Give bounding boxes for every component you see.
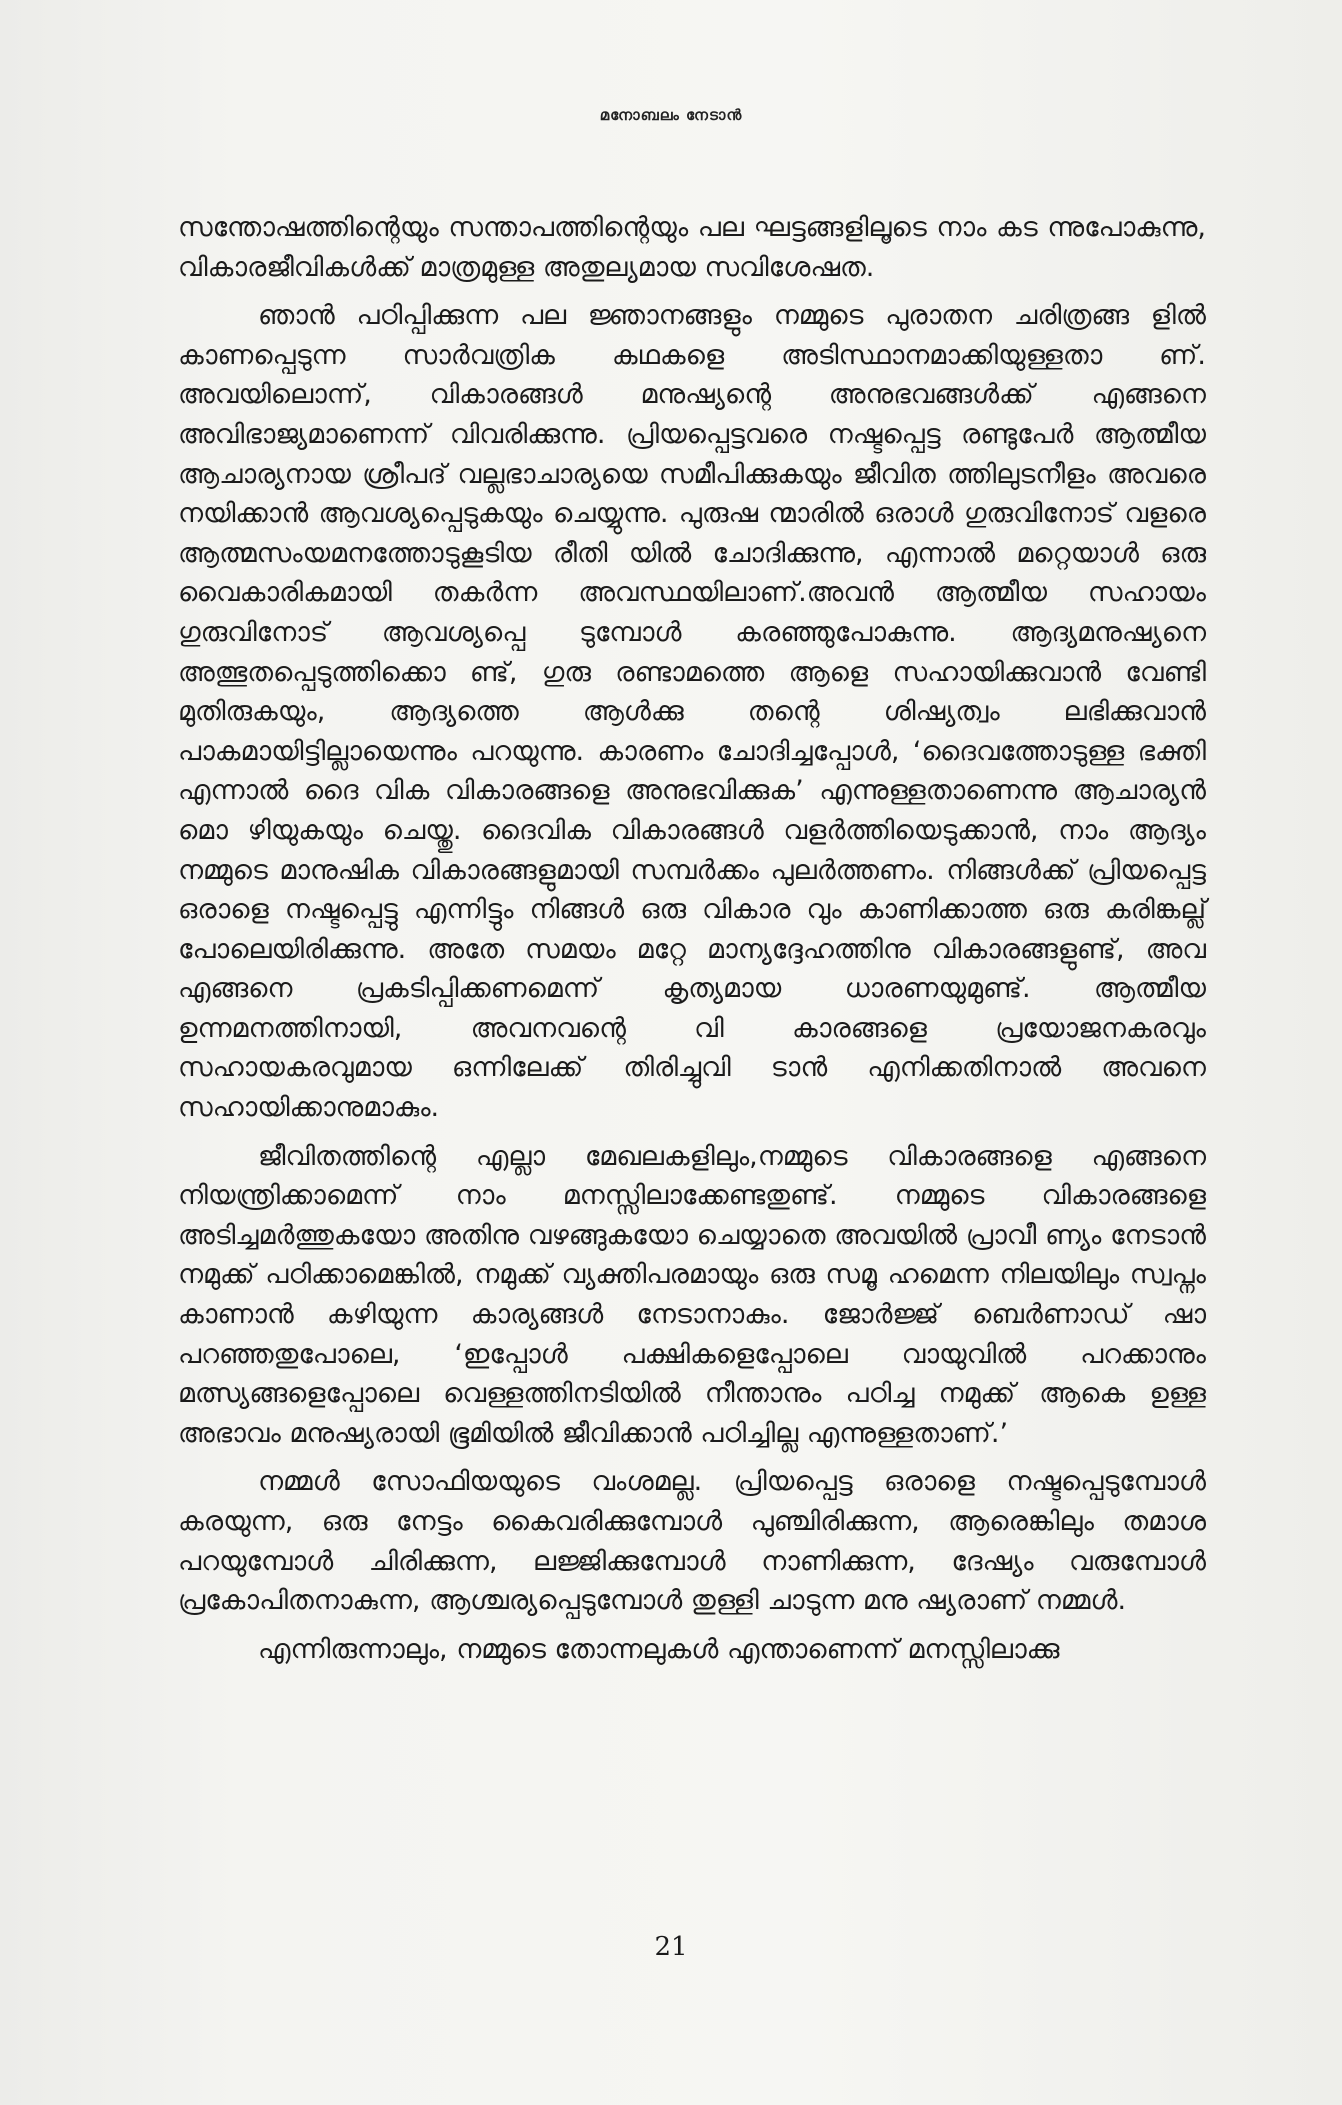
paragraph-2: ഞാൻ പഠിപ്പിക്കുന്ന പല ജ്ഞാനങ്ങളും നമ്മുടെ പുരാതന ചരിത്രങ്ങ ളിൽ കാണപ്പെടുന്ന സാർവത്രിക കഥകളെ അടിസ്ഥാനമാക്കിയുള്ളതാ ണ്. അവയിലൊന്ന്, വികാരങ്ങൾ മനുഷ്യന്റെ അനുഭവങ്ങൾക്ക് എങ്ങനെ അവിഭാജ്യമാണെന്ന് വിവരിക്കുന്നു. പ്രിയപ്പെട്ടവരെ നഷ്ടപ്പെട്ട രണ്ടുപേർ ആത്മീയ ആചാര്യനായ ശ്രീപദ് വല്ലഭാചാര്യയെ സമീപിക്കുകയും ജീവിത ത്തിലുടനീളം അവരെ നയിക്കാൻ ആവശ്യപ്പെടുകയും ചെയ്യുന്നു. പുരുഷ ന്മാരിൽ ഒരാൾ ഗുരുവിനോട് വളരെ ആത്മസംയമനത്തോടുകൂടിയ രീതി യിൽ ചോദിക്കുന്നു, എന്നാൽ മറ്റെയാൾ ഒരു വൈകാരികമായി തകർന്ന അവസ്ഥയിലാണ്.അവൻ ആത്മീയ സഹായം ഗുരുവിനോട് ആവശ്യപ്പെ ടുമ്പോൾ കരഞ്ഞുപോകുന്നു. ആദ്യമനുഷ്യനെ അത്ഭുതപ്പെടുത്തിക്കൊ ണ്ട്, ഗുരു രണ്ടാമത്തെ ആളെ സഹായിക്കുവാൻ വേണ്ടി മുതിരുകയും, ആദ്യത്തെ ആൾക്കു തന്റെ ശിഷ്യത്വം ലഭിക്കുവാൻ പാകമായിട്ടില്ലായെന്നും പറയുന്നു. കാരണം ചോദിച്ചപ്പോൾ, ‘ദൈവത്തോടുള്ള ഭക്തി എന്നാൽ ദൈ വിക വികാരങ്ങളെ അനുഭവിക്കുക’ എന്നുള്ളതാണെന്നു ആചാര്യൻ മൊ ഴിയുകയും ചെയ്തു. ദൈവിക വികാരങ്ങൾ വളർത്തിയെടുക്കാൻ, നാം ആദ്യം നമ്മുടെ മാനുഷിക വികാരങ്ങളുമായി സമ്പർക്കം പുലർത്തണം. നിങ്ങൾക്ക് പ്രിയപ്പെട്ട ഒരാളെ നഷ്ടപ്പെട്ടു എന്നിട്ടും നിങ്ങൾ ഒരു വികാര വും കാണിക്കാത്ത ഒരു കരിങ്കല്ല് പോലെയിരിക്കുന്നു. അതേ സമയം മറ്റേ മാന്യദ്ദേഹത്തിനു വികാരങ്ങളുണ്ട്, അവ എങ്ങനെ പ്രകടിപ്പിക്കണമെന്ന് കൃത്യമായ ധാരണയുമുണ്ട്. ആത്മീയ ഉന്നമനത്തിനായി, അവനവന്റെ വി കാരങ്ങളെ പ്രയോജനകരവും സഹായകരവുമായ ഒന്നിലേക്ക് തിരിച്ചുവി ടാൻ എനിക്കതിനാൽ അവനെ സഹായിക്കാനുമാകും. [178,300,1206,1124]
paragraph-1: സന്തോഷത്തിന്റെയും സന്താപത്തിന്റെയും പല ഘട്ടങ്ങളിലൂടെ നാം കട ന്നുപോകുന്നു, വികാരജീവികൾക്ക് മാത്രമുള്ള അതുല്യമായ സവിശേഷത. [178,212,1206,283]
paragraph-4: നമ്മൾ സോഫിയയുടെ വംശമല്ല. പ്രിയപ്പെട്ട ഒരാളെ നഷ്ടപ്പെടുമ്പോൾ കരയുന്ന, ഒരു നേട്ടം കൈവരിക്കുമ്പോൾ പുഞ്ചിരിക്കുന്ന, ആരെങ്കിലും തമാശ പറയുമ്പോൾ ചിരിക്കുന്ന, ലജ്ജിക്കുമ്പോൾ നാണിക്കുന്ന, ദേഷ്യം വരുമ്പോൾ പ്രകോപിതനാകുന്ന, ആശ്ചര്യപ്പെടുമ്പോൾ തുള്ളി ചാടുന്ന മനു ഷ്യരാണ് നമ്മൾ. [178,1466,1206,1617]
running-title: മനോബലം നേടാൻ [599,106,743,124]
body-text [178,208,1206,1678]
paragraph-3: ജീവിതത്തിന്റെ എല്ലാ മേഖലകളിലും,നമ്മുടെ വികാരങ്ങളെ എങ്ങനെ നിയന്ത്രിക്കാമെന്ന് നാം മനസ്സിലാക്കേണ്ടതുണ്ട്. നമ്മുടെ വികാരങ്ങളെ അടിച്ചമർത്തുകയോ അതിനു വഴങ്ങുകയോ ചെയ്യാതെ അവയിൽ പ്രാവീ ണ്യം നേടാൻ നമുക്ക് പഠിക്കാമെങ്കിൽ, നമുക്ക് വ്യക്തിപരമായും ഒരു സമൂ ഹമെന്ന നിലയിലും സ്വപ്നം കാണാൻ കഴിയുന്ന കാര്യങ്ങൾ നേടാനാകും. ജോർജ്ജ് ബെർണാഡ് ഷാ പറഞ്ഞതുപോലെ, ‘ഇപ്പോൾ പക്ഷികളെപ്പോലെ വായുവിൽ പറക്കാനും മത്സ്യങ്ങളെപ്പോലെ വെള്ളത്തിനടിയിൽ നീന്താനും പഠിച്ച നമുക്ക് ആകെ ഉള്ള അഭാവം മനുഷ്യരായി ഭൂമിയിൽ ജീവിക്കാൻ പഠിച്ചില്ല എന്നുള്ളതാണ്.’ [178,1140,1206,1449]
paragraph-5: എന്നിരുന്നാലും, നമ്മുടെ തോന്നലുകൾ എന്താണെന്ന് മനസ്സിലാക്കു [258,1633,1060,1665]
page-number: 21 [654,1932,688,1962]
